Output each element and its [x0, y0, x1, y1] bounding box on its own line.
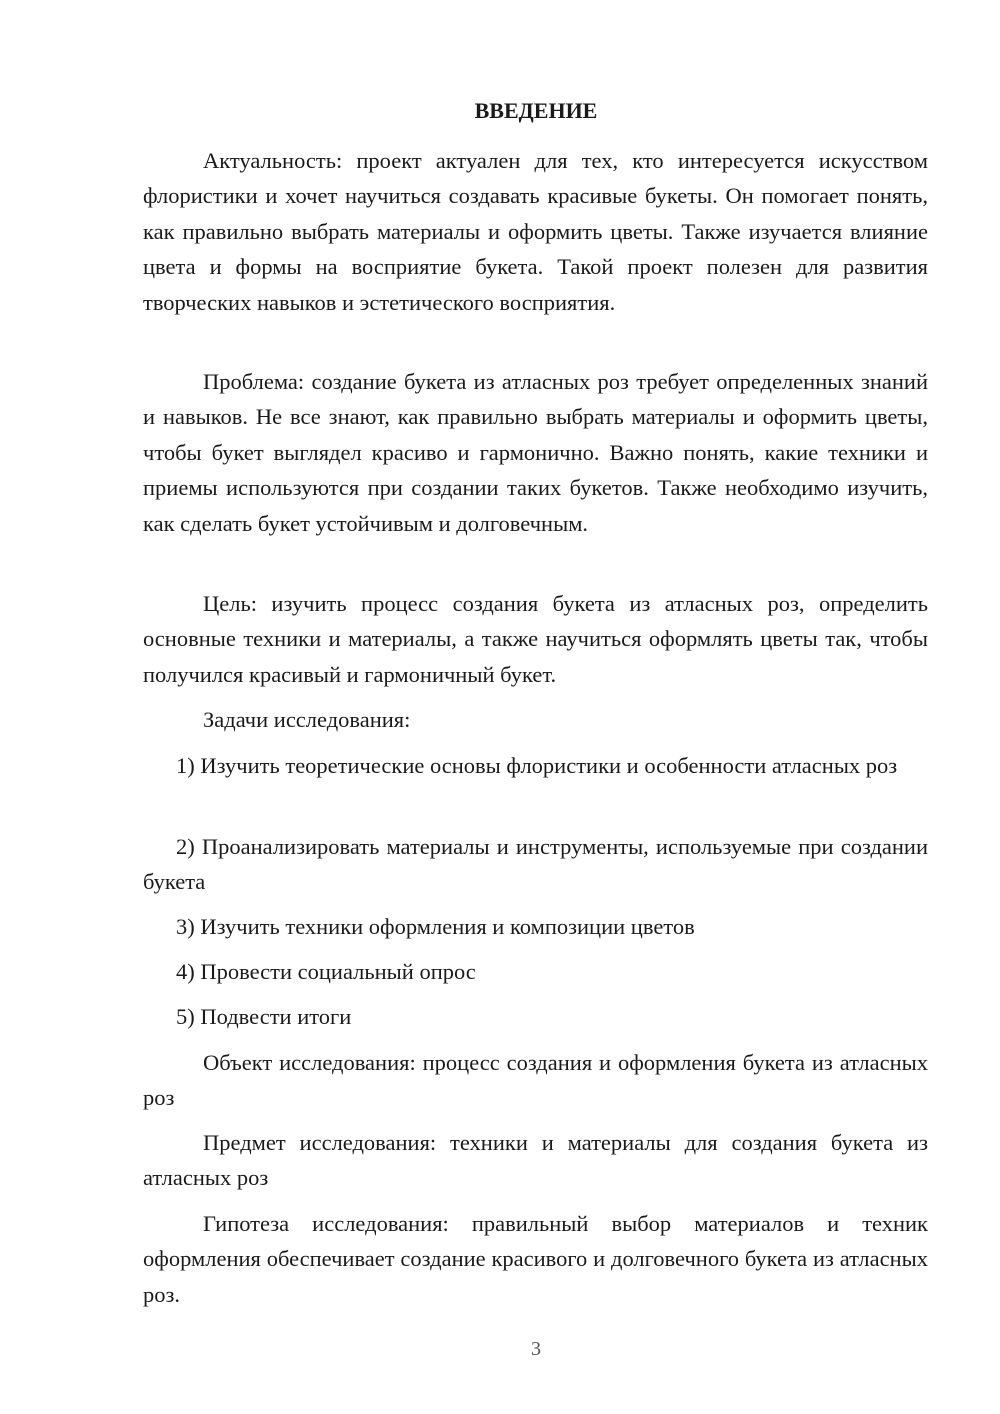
paragraph-problem: Проблема: создание букета из атласных роз требует определенных знаний и навыков. Не все знают, как правильно выбрать материалы и оформить цветы, чтобы букет выглядел красиво и гармонично. Важно понять, какие техники и приемы используются при создании таких букетов. Также необходимо изучить, как сделать букет устойчивым и долговечным.	[143, 369, 928, 536]
page-number: 3	[531, 1338, 541, 1360]
paragraph-goal: Цель: изучить процесс создания букета из атласных роз, определить основные техники и материалы, а также научиться оформлять цветы так, чтобы получился красивый и гармоничный букет.	[143, 591, 928, 687]
task-item: 4) Провести социальный опрос	[176, 959, 476, 984]
task-item: 2) Проанализировать материалы и инструменты, используемые при создании букета	[143, 834, 928, 895]
task-item: 5) Подвести итоги	[176, 1004, 352, 1029]
paragraph-relevance: Актуальность: проект актуален для тех, кто интересуется искусством флористики и хочет научиться создавать красивые букеты. Он помогает понять, как правильно выбрать материалы и оформить цветы. Также изучается влияние цвета и формы на восприятие букета. Такой проект полезен для развития творческих навыков и эстетического восприятия.	[143, 148, 928, 315]
paragraph-object: Объект исследования: процесс создания и оформления букета из атласных роз	[143, 1050, 928, 1111]
paragraph-subject: Предмет исследования: техники и материалы для создания букета из атласных роз	[143, 1130, 928, 1191]
page-title: ВВЕДЕНИЕ	[474, 98, 598, 123]
task-item: 3) Изучить техники оформления и композиции цветов	[176, 914, 695, 939]
task-item: 1) Изучить теоретические основы флористики и особенности атласных роз	[176, 753, 898, 778]
paragraph-hypothesis: Гипотеза исследования: правильный выбор материалов и техник оформления обеспечивает создание красивого и долговечного букета из атласных роз.	[143, 1211, 928, 1307]
tasks-heading: Задачи исследования:	[203, 707, 411, 732]
